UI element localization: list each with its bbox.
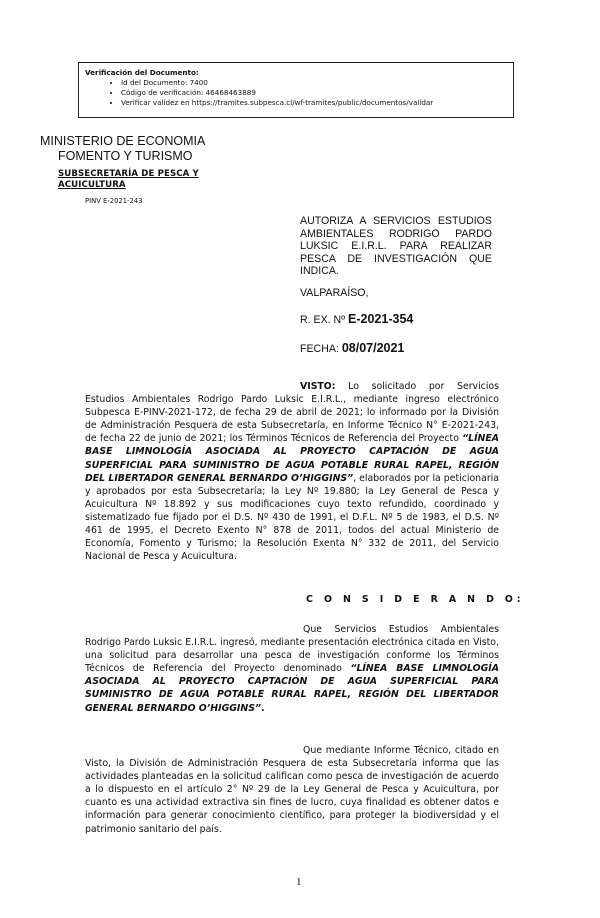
considerando-p1-text: Que Servicios Estudios Ambientales Rodrigo Pardo Luksic E.I.R.L. ingresó, mediante presentación electrónica citada en Visto, una solicitud para desarrollar una pesca de investigación conforme los Términos Técnicos de Referencia del Proyecto denominado [85,624,499,675]
visto-text-b: , elaborados por la peticionaria y aprobados por esta Subsecretaría; la Ley Nº 19.880; la Ley General de Pesca y Acuicultura Nº 18.892 y sus modificaciones cuyo texto refundido, coordinado y sistematizado fue fijado por el D.S. Nº 430 de 1991, el D.F.L. Nº 5 de 1983, el D.S. Nº 461 de 1995, el Decreto Exento N° 878 de 2011, todos del actual Ministerio de Economía, Fomento y Turismo; la Resolución Exenta N° 332 de 2011, del Servicio Nacional de Pesca y Acuicultura. [85,472,499,563]
ministry-heading [40,134,205,164]
visto-text-a: Lo solicitado por Servicios Estudios Ambientales Rodrigo Pardo Luksic E.I.R.L., mediante ingreso electrónico Subpesca E-PINV-2021-172, de fecha 29 de abril de 2021; lo informado por la División de Administración Pesquera de esta Subsecretaría, en Informe Técnico N° E-2021-243, de fecha 22 de junio de 2021; los Términos Técnicos de Referencia del Proyecto [85,381,499,445]
rex-number: E-2021-354 [348,312,414,326]
visto-project-title: “LÍNEA BASE LIMNOLOGÍA ASOCIADA AL PROYECTO CAPTACIÓN DE AGUA SUPERFICIAL PARA SUMINISTRO DE AGUA POTABLE RURAL RAPEL, REGIÓN DEL LIBERTADOR GENERAL BERNARDO O’HIGGINS” [85,433,499,484]
verification-list [85,78,507,108]
subsecretaria-line-1: SUBSECRETARÍA DE PESCA Y [58,169,199,179]
considerando-paragraph-1 [85,623,499,715]
fecha-label: FECHA: [300,343,339,355]
rex-label: R. EX. Nº [300,314,346,326]
subsecretaria-heading [58,169,199,191]
ministry-line-2: FOMENTO Y TURISMO [58,149,193,163]
verification-box [78,62,514,118]
visto-label: VISTO: [300,381,336,392]
resolution-date [300,341,404,355]
verification-doc-id: • Id del Documento: 7400 [121,78,507,88]
city: VALPARAÍSO, [300,287,369,299]
considerando-paragraph-2: Que mediante Informe Técnico, citado en Visto, la División de Administración Pesquera de esta Subsecretaría informa que las actividades planteadas en la solicitud califican como pesca de investigación de acuerdo a lo dispuesto en el artículo 2° Nº 29 de la Ley General de Pesca y Acuicultura, por cuanto es una actividad extractiva sin fines de lucro, cuya finalidad es obtener datos e información para generar conocimiento científico, para proteger la biodiversidad y el patrimonio sanitario del país. [85,745,499,835]
fecha-value: 08/07/2021 [341,341,405,355]
verification-title: Verificación del Documento: [85,68,199,77]
resolution-number [300,312,413,326]
considerando-heading: C O N S I D E R A N D O: [306,594,525,605]
verification-url[interactable]: • Verificar validez en https://tramites.subpesca.cl/wf-tramites/public/documentos/validar [121,98,507,108]
considerando-p1-end: . [260,702,265,714]
reference-code: PINV E-2021-243 [85,197,143,205]
visto-paragraph [85,380,499,563]
verification-code: • Código de verificación: 46468463889 [121,88,507,98]
resolution-summary: AUTORIZA A SERVICIOS ESTUDIOS AMBIENTALES RODRIGO PARDO LUKSIC E.I.R.L. PARA REALIZAR PESCA DE INVESTIGACIÓN QUE INDICA. [300,215,492,278]
considerando-p1-title: “LÍNEA BASE LIMNOLOGÍA ASOCIADA AL PROYECTO CAPTACIÓN DE AGUA SUPERFICIAL PARA SUMINISTRO DE AGUA POTABLE RURAL RAPEL, REGIÓN DEL LIBERTADOR GENERAL BERNARDO O’HIGGINS” [85,663,499,714]
subsecretaria-line-2: ACUICULTURA [58,180,126,190]
ministry-line-1: MINISTERIO DE ECONOMIA [40,134,206,148]
page-number: 1 [296,876,302,888]
